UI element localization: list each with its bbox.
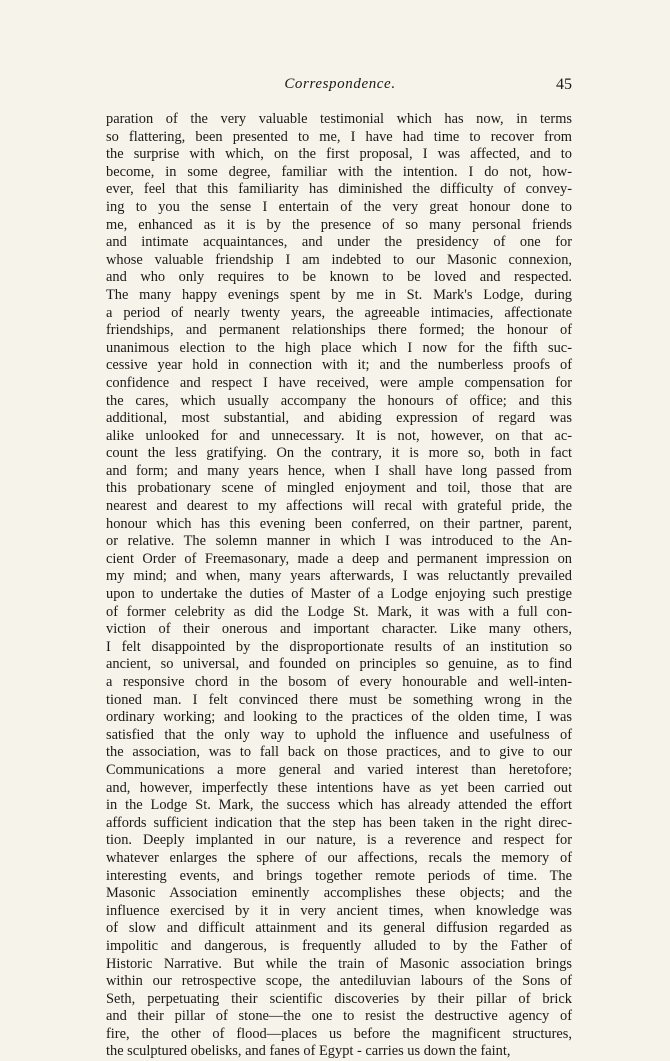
text-line: influence exercised by it in very ancient times, when knowledge was [106, 902, 572, 919]
text-line: a period of nearly twenty years, the agreeable intimacies, affectionate [106, 304, 572, 321]
text-line: within our retrospective scope, the antediluvian labours of the Sons of [106, 973, 572, 990]
text-line: in the Lodge St. Mark, the success which has already attended the effort [106, 797, 572, 814]
text-line: friendships, and permanent relationships there formed; the honour of [106, 322, 572, 339]
page-header [108, 76, 572, 100]
text-line: cient Order of Freemasonary, made a deep and permanent impression on [106, 550, 572, 567]
text-line: viction of their onerous and important character. Like many others, [106, 621, 572, 638]
text-line: the surprise with which, on the first proposal, I was affected, and to [106, 146, 572, 163]
text-line: Masonic Association eminently accomplishes these objects; and the [106, 885, 572, 902]
text-line: upon to undertake the duties of Master of a Lodge enjoying such prestige [106, 586, 572, 603]
text-line: or relative. The solemn manner in which I was introduced to the An- [106, 533, 572, 550]
text-line: impolitic and dangerous, is frequently alluded to by the Father of [106, 937, 572, 954]
text-line: and intimate acquaintances, and under the presidency of one for [106, 234, 572, 251]
text-line: Historic Narrative. But while the train of Masonic association brings [106, 955, 572, 972]
text-line: become, in some degree, familiar with the intention. I do not, how- [106, 163, 572, 180]
text-line: my mind; and when, many years afterwards, I was reluctantly prevailed [106, 568, 572, 585]
text-line: whose valuable friendship I am indebted to our Masonic connexion, [106, 251, 572, 268]
text-line: unanimous election to the high place which I now for the fifth suc- [106, 339, 572, 356]
page-number: 45 [556, 76, 572, 93]
text-line: interesting events, and brings together remote periods of time. The [106, 867, 572, 884]
text-line: and form; and many years hence, when I shall have long passed from [106, 462, 572, 479]
text-line: Communications a more general and varied interest than heretofore; [106, 761, 572, 778]
text-line: honour which has this evening been conferred, on their partner, parent, [106, 515, 572, 532]
text-line: whatever enlarges the sphere of our affections, recals the memory of [106, 849, 572, 866]
text-line: and, however, imperfectly these intentions have as yet been carried out [106, 779, 572, 796]
text-line: nearest and dearest to my affections will recal with grateful pride, the [106, 498, 572, 515]
text-line: of former celebrity as did the Lodge St. Mark, it was with a full con- [106, 603, 572, 620]
text-line: alike unlooked for and unnecessary. It is not, however, on that ac- [106, 427, 572, 444]
text-line: and their pillar of stone—the one to resist the destructive agency of [106, 1008, 572, 1025]
text-line: ancient, so universal, and founded on principles so genuine, as to find [106, 656, 572, 673]
text-line: the association, was to fall back on those practices, and to give to our [106, 744, 572, 761]
text-line: the cares, which usually accompany the honours of office; and this [106, 392, 572, 409]
text-line: paration of the very valuable testimonial which has now, in terms [106, 111, 572, 127]
text-line: Seth, perpetuating their scientific discoveries by their pillar of brick [106, 990, 572, 1007]
text-line: I felt disappointed by the disproportionate results of an institution so [106, 638, 572, 655]
text-line: ever, feel that this familiarity has diminished the difficulty of convey- [106, 181, 572, 198]
text-line: ing to you the sense I entertain of the very great honour done to [106, 198, 572, 215]
text-line: satisfied that the only way to uphold the influence and usefulness of [106, 726, 572, 743]
text-line: additional, most substantial, and abiding expression of regard was [106, 410, 572, 427]
text-line: cessive year hold in connection with it; and the numberless proofs of [106, 357, 572, 374]
running-title: Correspondence. [284, 76, 396, 92]
text-line: tion. Deeply implanted in our nature, is a reverence and respect for [106, 832, 572, 849]
text-line: The many happy evenings spent by me in St. Mark's Lodge, during [106, 286, 572, 303]
text-line: ordinary working; and looking to the practices of the olden time, I was [106, 709, 572, 726]
text-line: me, enhanced as it is by the presence of so many personal friends [106, 216, 572, 233]
text-line: fire, the other of flood—places us before the magnificent structures, [106, 1025, 572, 1042]
body-text [106, 111, 572, 1061]
text-line: affords sufficient indication that the step has been taken in the right direc- [106, 814, 572, 831]
text-line: so flattering, been presented to me, I have had time to recover from [106, 128, 572, 145]
text-line: count the less gratifying. On the contrary, it is more so, both in fact [106, 445, 572, 462]
text-line: a responsive chord in the bosom of every honourable and well-inten- [106, 674, 572, 690]
text-line: of slow and difficult attainment and its general diffusion regarded as [106, 920, 572, 937]
text-line: and who only requires to be known to be loved and respected. [106, 269, 572, 286]
text-line: this probationary scene of mingled enjoyment and toil, those that are [106, 480, 572, 497]
text-line: confidence and respect I have received, were ample compensation for [106, 374, 572, 391]
text-line: the sculptured obelisks, and fanes of Egypt - carries us down the faint, [106, 1043, 511, 1060]
text-line: tioned man. I felt convinced there must be something wrong in the [106, 691, 572, 708]
